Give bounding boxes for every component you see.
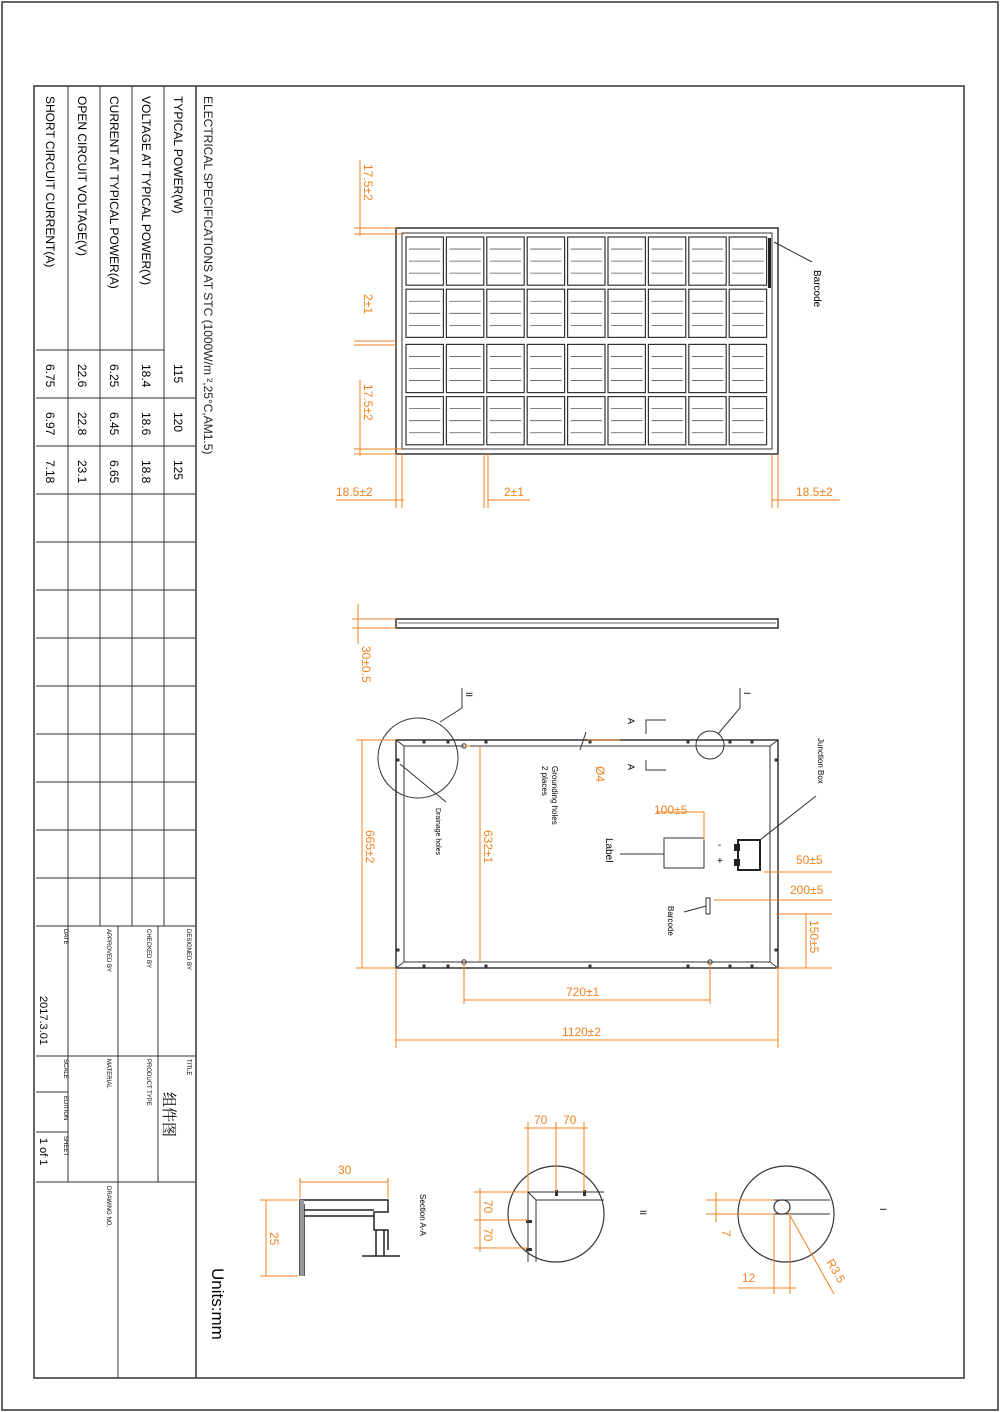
- spec-row: [75, 96, 89, 484]
- drainage-holes-label: Drainage holes: [434, 808, 441, 856]
- spec-value: 7.18: [43, 460, 57, 484]
- scale-label: SCALE: [62, 1059, 68, 1079]
- title-label: TITLE: [185, 1059, 191, 1076]
- material-label: MATERIAL: [105, 1059, 111, 1089]
- detail-ii-d2: 70: [563, 1113, 577, 1127]
- grounding-holes-label: Grounding holes: [550, 766, 559, 825]
- spec-value: 6.45: [107, 412, 121, 436]
- side-view-dimensions: [352, 604, 396, 644]
- frame-hole: [397, 759, 400, 762]
- date-value: 2017.3.01: [37, 996, 49, 1045]
- frame-hole: [687, 965, 690, 968]
- dim-1120: 1120±2: [562, 1025, 602, 1039]
- section-aa-hatch: [300, 1200, 304, 1276]
- junction-box: [734, 840, 760, 870]
- cell-grid: [406, 237, 767, 445]
- frame-border: [34, 86, 964, 1378]
- plus-sign: +: [717, 856, 723, 867]
- dim-right: 18.5±2: [796, 485, 833, 499]
- frame-hole: [751, 741, 754, 744]
- spec-value: 18.4: [139, 364, 153, 388]
- detail-ii-d1: 70: [534, 1113, 548, 1127]
- spec-row-label: OPEN CIRCUIT VOLTAGE(V): [75, 96, 89, 257]
- spec-value: 6.75: [43, 364, 57, 388]
- label-text: Label: [603, 838, 614, 863]
- frame-hole: [423, 741, 426, 744]
- detail-ii-d4: 70: [481, 1228, 495, 1242]
- spec-value: 22.8: [75, 412, 89, 436]
- dim-bottom: 17.5±2: [361, 384, 375, 421]
- frame-hole: [729, 965, 732, 968]
- detail-i-d7: 7: [719, 1230, 733, 1237]
- title-block: [36, 926, 196, 1378]
- spec-value: 125: [171, 460, 185, 481]
- spec-row-label: SHORT CIRCUIT CURRENT(A): [43, 96, 57, 268]
- junction-box-label: Junction Box: [816, 738, 825, 784]
- frame-hole: [751, 965, 754, 968]
- detail-i-slot: [774, 1200, 790, 1214]
- frame-hole: [447, 741, 450, 744]
- spec-row-label: VOLTAGE AT TYPICAL POWER(V): [139, 96, 153, 286]
- frame-hole: [775, 759, 778, 762]
- detail-i-circle: [696, 731, 724, 759]
- detail-i-radius: R3.5: [823, 1256, 849, 1286]
- spec-value: 22.6: [75, 364, 89, 388]
- frame-hole: [589, 741, 592, 744]
- barcode-strip: [768, 238, 771, 288]
- section-a-bottom: A: [626, 764, 636, 771]
- units-label: Units:mm: [208, 1268, 227, 1340]
- front-view-panel: [396, 228, 778, 454]
- dim-150: 150±5: [807, 920, 821, 954]
- detail-ii-label: II: [638, 1210, 648, 1216]
- hole-diameter: Ø4: [593, 766, 607, 783]
- spec-value: 6.65: [107, 460, 121, 484]
- date-label: DATE: [62, 929, 68, 945]
- section-aa-height: 25: [267, 1232, 281, 1246]
- detail-ii-d3: 70: [481, 1200, 495, 1214]
- section-aa-width: 30: [338, 1163, 352, 1177]
- spec-value: 120: [171, 412, 185, 433]
- dim-left: 18.5±2: [336, 485, 373, 499]
- spec-row: [43, 96, 57, 484]
- spec-value: 115: [171, 364, 185, 384]
- sheet-value: 1 of 1: [37, 1138, 49, 1166]
- sheet-label: SHEET: [62, 1136, 68, 1157]
- dim-200: 200±5: [790, 883, 824, 897]
- side-thickness: 30±0.5: [359, 646, 373, 683]
- spec-title: ELECTRICAL SPECIFICATIONS AT STC (1000W/m ²,25°C,AM1.5): [201, 96, 215, 455]
- dim-gap: 2±1: [361, 294, 375, 314]
- dim-632: 632±1: [481, 830, 495, 864]
- back-barcode-label: Barcode: [666, 906, 675, 936]
- dim-mid: 2±1: [504, 485, 524, 499]
- designed-by-label: DESIGNED BY: [185, 929, 191, 971]
- spec-value: 6.25: [107, 364, 121, 388]
- spec-row-label: TYPICAL POWER(W): [171, 96, 185, 214]
- frame-hole: [729, 741, 732, 744]
- detail-ii-circle: [378, 718, 458, 798]
- approved-by-label: APPROVED BY: [105, 929, 111, 973]
- edition-label: EDITION: [62, 1096, 68, 1121]
- barcode-label: Barcode: [811, 270, 822, 308]
- dim-top: 17.5±2: [361, 164, 375, 201]
- section-aa-title: Section A-A: [418, 1194, 427, 1236]
- detail-i-tag: I: [742, 692, 752, 695]
- frame-hole: [423, 965, 426, 968]
- section-aa-dimensions: [260, 1178, 388, 1276]
- back-barcode: [706, 898, 710, 914]
- front-view-dimensions: [336, 160, 840, 508]
- side-view-frame: [396, 619, 778, 628]
- frame-holes: [397, 741, 778, 968]
- detail-i-label: I: [878, 1208, 888, 1211]
- frame-hole: [485, 965, 488, 968]
- section-a-top: A: [626, 718, 636, 725]
- frame-hole: [589, 965, 592, 968]
- detail-i-dimensions: [706, 1192, 834, 1294]
- title-value: 组件图: [160, 1092, 177, 1138]
- back-view-frame: [396, 740, 778, 968]
- frame-hole: [775, 949, 778, 952]
- spec-value: 6.97: [43, 412, 57, 436]
- spec-row: [139, 96, 153, 484]
- frame-hole: [687, 741, 690, 744]
- spec-row-label: CURRENT AT TYPICAL POWER(A): [107, 96, 121, 289]
- label-box: [664, 838, 704, 868]
- spec-row: [171, 96, 185, 480]
- detail-ii-tag: II: [464, 692, 474, 698]
- dim-100: 100±5: [654, 803, 688, 817]
- spec-value: 18.8: [139, 460, 153, 484]
- drawing-no-label: DRAWING NO.: [105, 1186, 111, 1228]
- section-aa-profile: [300, 1200, 400, 1276]
- spec-row: [107, 96, 121, 484]
- dim-50: 50±5: [796, 853, 823, 867]
- dim-720: 720±1: [566, 985, 600, 999]
- frame-hole: [485, 741, 488, 744]
- product-type-label: PRODUCT TYPE: [145, 1059, 151, 1106]
- minus-sign: -: [718, 840, 722, 851]
- frame-hole: [447, 965, 450, 968]
- grounding-places-label: 2 places: [540, 766, 549, 796]
- frame-hole: [397, 949, 400, 952]
- detail-i-d12: 12: [742, 1271, 756, 1285]
- spec-value: 18.6: [139, 412, 153, 436]
- spec-value: 23.1: [75, 460, 89, 484]
- dim-665: 665±2: [363, 830, 377, 864]
- checked-by-label: CHECKED BY: [145, 929, 151, 969]
